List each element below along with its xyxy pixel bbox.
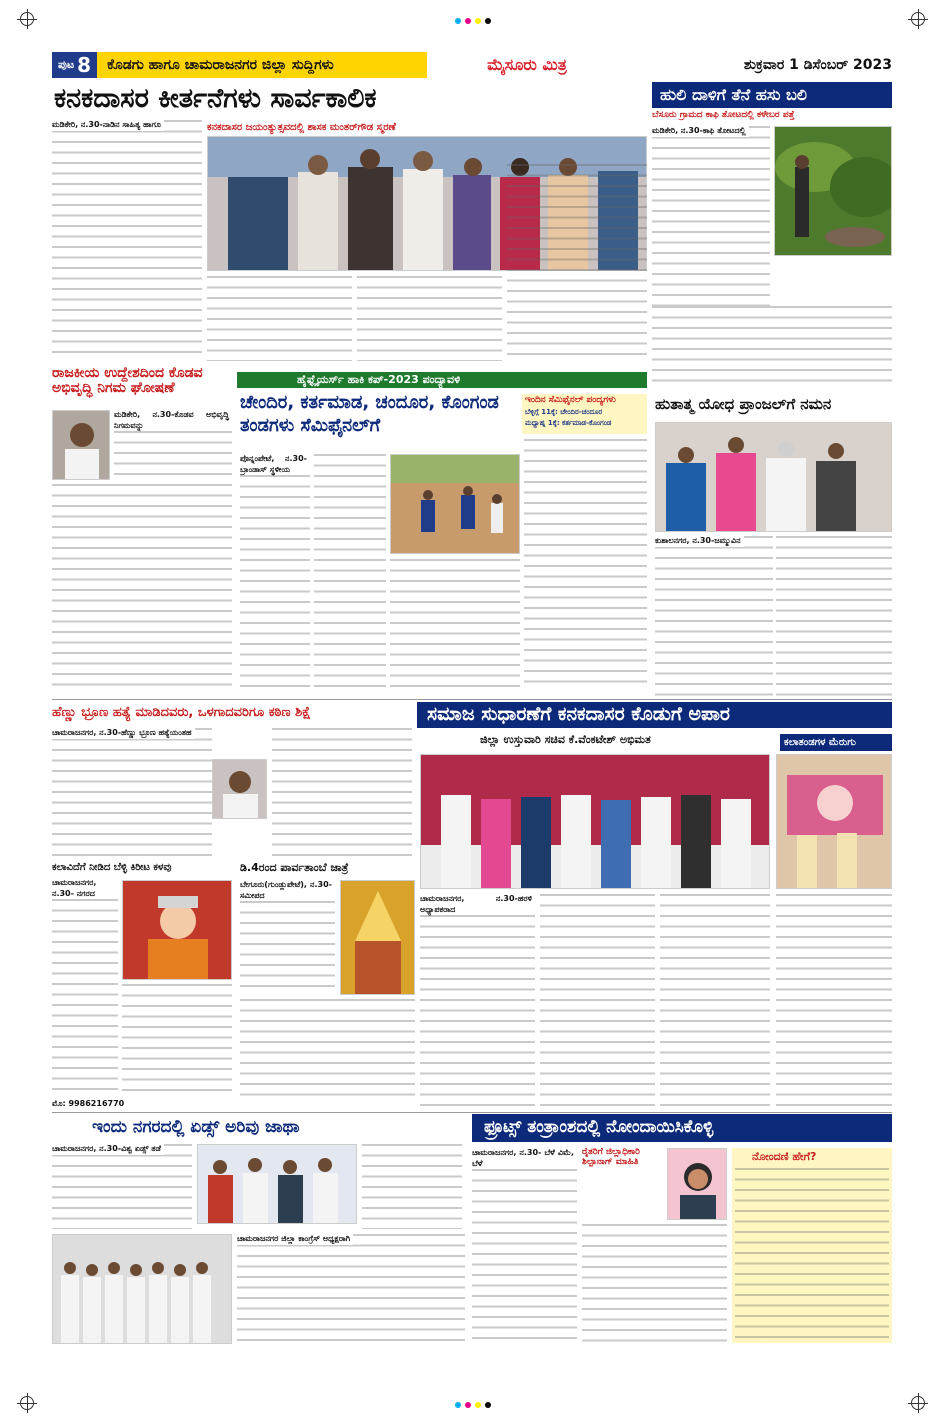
- lead-body-col-2: [207, 276, 352, 361]
- hockey-headline: ಚೇಂದಿರ, ಕರ್ತಮಾಡ, ಚಂದೂರ, ಕೊಂಗಂಡ ತಂಡಗಳು ಸೆಮಿಫೈನಲ್‌ಗೆ: [240, 392, 499, 436]
- lead-body-col-1: ಮಡಿಕೇರಿ, ನ.30-ನಾಡಿನ ಸಾಹಿತ್ಯ ಹಾಗೂ: [52, 120, 202, 360]
- reform-body-col-4: [776, 894, 892, 1106]
- lead-kicker: ಕನಕದಾಸರ ಜಯಂತ್ಯುತ್ಸವದಲ್ಲಿ ಶಾಸಕ ಮಂತರ್‌ಗೌಡ ಸ್ಮರಣೆ: [207, 122, 396, 133]
- calf-body-col-2: [652, 306, 892, 388]
- parvati-body-col-2: [240, 999, 415, 1099]
- foeticide-photo: [212, 759, 267, 819]
- reform-photo: [420, 754, 770, 889]
- kodava-body: ಮಡಿಕೇರಿ, ನ.30-ಕೊಡವ ಅಭಿವೃದ್ಧಿ ನಿಗಮವನ್ನು: [114, 410, 232, 480]
- fruits-side-body: [735, 1168, 889, 1340]
- fruits-body-col-2: [582, 1224, 727, 1344]
- hockey-side-box: [522, 394, 647, 434]
- calf-body-col-1: ಮಡಿಕೇರಿ, ನ.30-ಕಾಫಿ ತೋಟದಲ್ಲಿ: [652, 126, 770, 306]
- reform-body-col-2: [540, 894, 655, 1106]
- reform-kicker: ಜಿಲ್ಲಾ ಉಸ್ತುವಾರಿ ಸಚಿವ ಕೆ.ವೆಂಕಟೇಶ್ ಅಭಿಮತ: [480, 733, 651, 746]
- hockey-body-col-3: [390, 559, 520, 689]
- lead-headline: ಕನಕದಾಸರ ಕೀರ್ತನೆಗಳು ಸಾರ್ವಕಾಲಿಕ: [54, 83, 377, 114]
- page-number: 8: [77, 53, 92, 77]
- hockey-photo: [390, 454, 520, 554]
- section-title: ಕೊಡಗು ಹಾಗೂ ಚಾಮರಾಜನಗರ ಜಿಲ್ಲಾ ಸುದ್ದಿಗಳು: [97, 52, 427, 78]
- art-headline: ಕಲಾತಂಡಗಳ ಮೆರುಗು: [780, 734, 892, 751]
- page-number-badge: [52, 52, 97, 78]
- crown-headline: ಕಲಾವಿದೆಗೆ ನೀಡಿದ ಬೆಳ್ಳಿ ಕಿರೀಟ ಕಳವು: [52, 862, 172, 873]
- calf-headline-bar: [652, 82, 892, 108]
- calf-photo: [774, 126, 892, 256]
- parvati-photo: [340, 880, 415, 995]
- martyr-body-col-2: [776, 536, 892, 696]
- color-bar: [455, 18, 491, 24]
- parvati-body-col-1: ಬೇಗೂರು(ಗುಂಡ್ಲುಪೇಟೆ), ನ.30-ಸಮೀಪದ: [240, 880, 335, 995]
- reform-body-col-3: [660, 894, 770, 1106]
- congress-body: ಚಾಮರಾಜನಗರ ಜಿಲ್ಲಾ ಕಾಂಗ್ರೆಸ್ ಅಧ್ಯಕ್ಷರಾಗಿ: [237, 1234, 465, 1344]
- fruits-kicker: ರೈತರಿಗೆ ಜಿಲ್ಲಾಧಿಕಾರಿ ಶಿಲ್ಪಾನಾಗ್ ಮಾಹಿತಿ: [582, 1147, 640, 1167]
- aids-headline: ಇಂದು ನಗರದಲ್ಲಿ ಏಡ್ಸ್ ಅರಿವು ಜಾಥಾ: [92, 1117, 300, 1137]
- page-label: ಪುಟ: [58, 58, 75, 71]
- fruits-body-col-1: ಚಾಮರಾಜನಗರ, ನ.30- ಬೆಳೆ ವಿಮೆ, ಬೆಳೆ: [472, 1148, 577, 1343]
- divider: [52, 1112, 892, 1113]
- reform-body-col-1: ಚಾಮರಾಜನಗರ, ನ.30-ಹರಳಿ ಅಧ್ಯಾಪಕರಾದ: [420, 894, 535, 1106]
- crown-contact: ಮೊ: 9986216770: [52, 1099, 125, 1108]
- page-folio: [52, 52, 892, 78]
- foeticide-headline: ಹೆಣ್ಣು ಭ್ರೂಣ ಹತ್ಯೆ ಮಾಡಿದವರು, ಒಳಗಾದವರಿಗೂ ಕಠಿಣ ಶಿಕ್ಷೆ: [52, 705, 311, 720]
- kodava-photo: [52, 410, 110, 480]
- registration-mark: [20, 12, 34, 26]
- lead-body-col-4: [507, 164, 647, 361]
- fruits-headline-bar: [472, 1114, 892, 1142]
- martyr-headline: ಹುತಾತ್ಮ ಯೋಧ ಪ್ರಾಂಜಲ್‌ಗೆ ನಮನ: [655, 395, 832, 413]
- registration-mark: [911, 12, 925, 26]
- calf-headline: ಹುಲಿ ದಾಳಿಗೆ ತೆನೆ ಹಸು ಬಲಿ: [660, 85, 808, 104]
- hockey-side-title: ಇಂದಿನ ಸೆಮಿಫೈನಲ್ ಪಂದ್ಯಗಳು: [525, 395, 616, 405]
- hockey-body-col-2: [314, 454, 386, 689]
- hockey-body-col-1: ಪೊನ್ನಂಪೇಟೆ, ನ.30-ಬ್ರಾಂಡಾಸ್ ಸ್ಥಳೀಯ: [240, 454, 310, 689]
- congress-photo: [52, 1234, 232, 1344]
- reform-headline: ಸಮಾಜ ಸುಧಾರಣೆಗೆ ಕನಕದಾಸರ ಕೊಡುಗೆ ಅಪಾರ: [427, 703, 730, 725]
- foeticide-body-col-2: [272, 728, 412, 858]
- fruits-side-title: ನೋಂದಣಿ ಹೇಗೆ?: [752, 1150, 817, 1163]
- foeticide-body-col-1: ಚಾಮರಾಜನಗರ, ನ.30-ಹೆಣ್ಣು ಭ್ರೂಣ ಹತ್ಯೆಯಂತಹ: [52, 728, 212, 858]
- parvati-headline: ಡಿ.4ರಂದ ಪಾರ್ವತಾಂಬೆ ಜಾತ್ರೆ: [240, 861, 349, 874]
- registration-mark: [911, 1396, 925, 1410]
- crown-body-col-2: [122, 984, 232, 1094]
- divider: [52, 699, 892, 700]
- color-bar: [455, 1402, 491, 1408]
- lead-body-col-3: [357, 276, 502, 361]
- newspaper-logo: ಮೈಸೂರು ಮಿತ್ರ: [487, 55, 567, 74]
- hockey-match-1: ಬೆಳ್ಳಿಗ್ಗೆ 11ಕ್ಕೆ: ಚೇಂದಿರ-ಚಂದೂರ: [525, 408, 603, 416]
- reform-headline-bar: [417, 702, 892, 728]
- martyr-body-col-1: ಕುಶಾಲನಗರ, ನ.30-ಜಮ್ಮುವಿನ: [655, 536, 773, 696]
- fruits-headline: ಫ್ರೂಟ್ಸ್ ತಂತ್ರಾಂಶದಲ್ಲಿ ನೋಂದಾಯಿಸಿಕೊಳ್ಳಿ: [484, 1117, 714, 1137]
- issue-date: ಶುಕ್ರವಾರ 1 ಡಿಸೆಂಬರ್ 2023: [743, 57, 892, 73]
- crown-body-col-1: ಚಾಮರಾಜನಗರ, ನ.30- ನಗರದ: [52, 878, 118, 1098]
- kodava-body-2: [52, 484, 232, 694]
- aids-body-col-2: [362, 1144, 462, 1229]
- newspaper-page: [52, 44, 892, 1378]
- art-photo: [776, 754, 892, 889]
- aids-photo: [197, 1144, 357, 1224]
- hockey-kicker: ಹೈಫ್ಲೈಯರ್ಸ್ ಹಾಕಿ ಕಪ್-2023 ಪಂದ್ಯಾವಳಿ: [297, 373, 461, 386]
- hockey-body-col-4: [524, 439, 647, 689]
- crown-photo: [122, 880, 232, 980]
- kodava-headline: ರಾಜಕೀಯ ಉದ್ದೇಶದಿಂದ ಕೊಡವ ಅಭಿವೃದ್ಧಿ ನಿಗಮ ಘೋಷಣೆ: [52, 365, 203, 397]
- hockey-match-2: ಮಧ್ಯಾಹ್ನ 1ಕ್ಕೆ: ಕರ್ತಮಾಡ-ಕೊಂಗಂಡ: [525, 419, 612, 427]
- fruits-side-box: [732, 1148, 892, 1343]
- martyr-photo: [655, 422, 892, 532]
- aids-body-col-1: ಚಾಮರಾಜನಗರ, ನ.30-ವಿಶ್ವ ಏಡ್ಸ್ ತಡೆ: [52, 1144, 192, 1229]
- calf-kicker: ಬೆಸೂರು ಗ್ರಾಮದ ಕಾಫಿ ತೋಟದಲ್ಲಿ ಕಳೇಬರ ಪತ್ತೆ: [652, 110, 795, 120]
- registration-mark: [20, 1396, 34, 1410]
- fruits-photo: [667, 1148, 727, 1220]
- hockey-kicker-bar: [237, 372, 647, 388]
